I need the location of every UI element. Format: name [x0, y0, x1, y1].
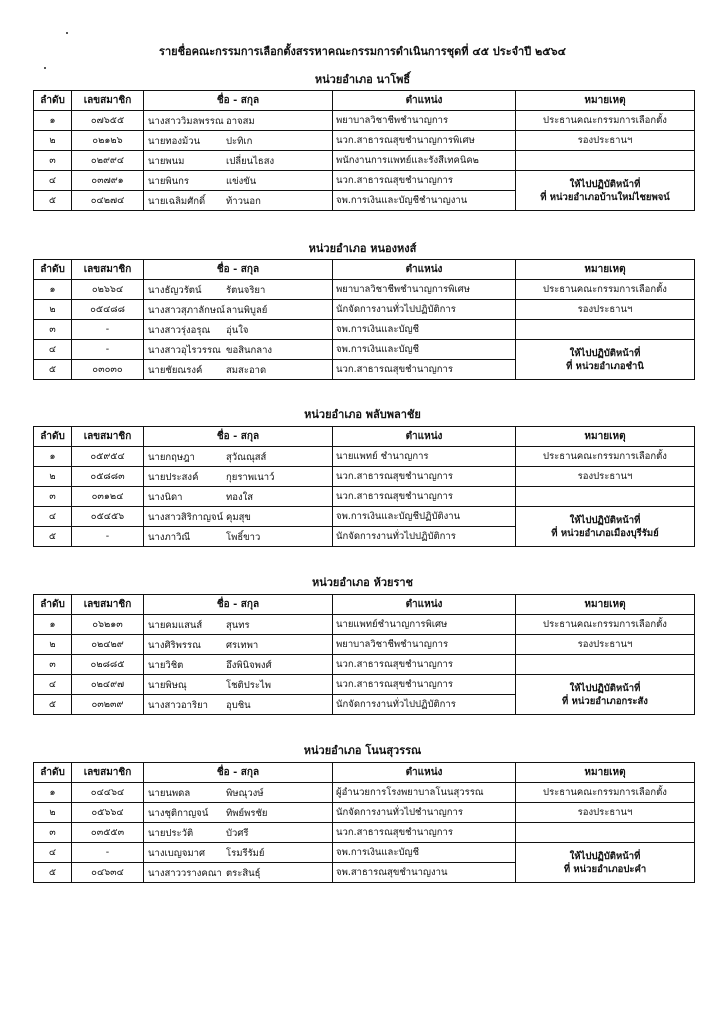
- member-id-cell: ๐๔๒๗๔: [72, 191, 144, 211]
- order-cell: ๕: [34, 360, 72, 380]
- table-row: [34, 803, 695, 823]
- header-name: ชื่อ - สกุล: [144, 91, 333, 111]
- table-row: [34, 675, 695, 695]
- position-cell: นักจัดการงานทั่วไปชำนาญการ: [333, 803, 516, 823]
- name-cell: [144, 111, 333, 131]
- first-name: นางสาวอาริยา: [148, 700, 208, 711]
- header-position: ตำแหน่ง: [333, 91, 516, 111]
- assignment-note: [516, 340, 695, 380]
- first-name: นายเฉลิมศักดิ์: [148, 196, 206, 207]
- table-row: [34, 447, 695, 467]
- first-name: นายพิษณุ: [148, 680, 187, 691]
- note-cell: รองประธานฯ: [516, 635, 695, 655]
- first-name: นางเบญจมาศ: [148, 848, 206, 859]
- position-cell: พนักงานการแพทย์และรังสีเทคนิค๒: [333, 151, 516, 171]
- order-cell: ๑: [34, 447, 72, 467]
- member-id-cell: ๐๔๖๓๔: [72, 863, 144, 883]
- header-name: ชื่อ - สกุล: [144, 763, 333, 783]
- name-cell: [144, 695, 333, 715]
- last-name: สมสะอาด: [226, 365, 267, 376]
- header-note: หมายเหตุ: [516, 763, 695, 783]
- name-cell: [144, 487, 333, 507]
- position-cell: นักจัดการงานทั่วไปปฏิบัติการ: [333, 300, 516, 320]
- table-row: [34, 487, 695, 507]
- last-name: พิษณุวงษ์: [226, 788, 264, 799]
- committee-table: [33, 90, 695, 211]
- name-cell: [144, 300, 333, 320]
- last-name: อาจสม: [226, 116, 255, 127]
- name-cell: [144, 783, 333, 803]
- first-name: นายชัยณรงค์: [148, 365, 203, 376]
- member-id-cell: ๐๕๘๘๓: [72, 467, 144, 487]
- assignment-note-line1: ให้ไปปฏิบัติหน้าที่: [569, 514, 641, 526]
- last-name: สุวัณณุสส์: [226, 452, 267, 463]
- first-name: นางนิดา: [148, 492, 183, 503]
- note-cell: [516, 320, 695, 340]
- position-cell: พยาบาลวิชาชีพชำนาญการ: [333, 111, 516, 131]
- last-name: ปะทิเก: [226, 136, 253, 147]
- member-id-cell: ๐๒๔๙๗: [72, 675, 144, 695]
- assignment-note-line1: ให้ไปปฏิบัติหน้าที่: [569, 850, 641, 862]
- name-cell: [144, 151, 333, 171]
- first-name: นางสาวรุ่งอรุณ: [148, 325, 211, 336]
- assignment-note-line2: ที่ หน่วยอำเภอกระสัง: [562, 695, 648, 707]
- last-name: ตระสินธุ์: [226, 868, 261, 879]
- header-position: ตำแหน่ง: [333, 260, 516, 280]
- table-row: [34, 340, 695, 360]
- last-name: ทิพย์พรชัย: [226, 808, 268, 819]
- unit-title: หน่วยอำเภอ โนนสุวรรณ: [303, 744, 422, 757]
- last-name: โชติประไพ: [226, 680, 271, 691]
- committee-table: [33, 259, 695, 380]
- first-name: นายคมแสนส์: [148, 620, 203, 631]
- member-id-cell: ๐๒๘๘๕: [72, 655, 144, 675]
- position-cell: นวก.สาธารณสุขชำนาญการ: [333, 655, 516, 675]
- header-member-id: เลขสมาชิก: [72, 595, 144, 615]
- position-cell: นวก.สาธารณสุขชำนาญการ: [333, 487, 516, 507]
- table-row: [34, 635, 695, 655]
- position-cell: จพ.การเงินและบัญชีปฏิบัติงาน: [333, 507, 516, 527]
- order-cell: ๒: [34, 131, 72, 151]
- name-cell: [144, 675, 333, 695]
- last-name: ท้าวนอก: [226, 196, 261, 207]
- note-cell: รองประธานฯ: [516, 300, 695, 320]
- member-id-cell: ๐๒๔๒๙: [72, 635, 144, 655]
- name-cell: [144, 320, 333, 340]
- name-cell: [144, 131, 333, 151]
- order-cell: ๑: [34, 111, 72, 131]
- order-cell: ๑: [34, 783, 72, 803]
- member-id-cell: ๐๒๖๖๔: [72, 280, 144, 300]
- name-cell: [144, 360, 333, 380]
- last-name: รัตนจริยา: [226, 285, 266, 296]
- member-id-cell: ๐๒๙๙๔: [72, 151, 144, 171]
- member-id-cell: ๐๕๙๕๔: [72, 447, 144, 467]
- note-cell: [516, 151, 695, 171]
- member-id-cell: ๐๒๑๒๖: [72, 131, 144, 151]
- order-cell: ๓: [34, 655, 72, 675]
- table-header-row: [34, 91, 695, 111]
- position-cell: นายแพทย์ชำนาญการพิเศษ: [333, 615, 516, 635]
- order-cell: ๕: [34, 527, 72, 547]
- first-name: นางสาวสิริกาญจน์: [148, 512, 224, 523]
- member-id-cell: ๐๕๔๘๘: [72, 300, 144, 320]
- unit-title: หน่วยอำเภอ หนองหงส์: [308, 242, 417, 255]
- assignment-note: [516, 843, 695, 883]
- unit-title: หน่วยอำเภอ ห้วยราช: [311, 576, 414, 589]
- position-cell: จพ.การเงินและบัญชี: [333, 843, 516, 863]
- position-cell: จพ.การเงินและบัญชี: [333, 320, 516, 340]
- position-cell: จพ.การเงินและบัญชี: [333, 340, 516, 360]
- position-cell: นวก.สาธารณสุขชำนาญการ: [333, 675, 516, 695]
- name-cell: [144, 615, 333, 635]
- order-cell: ๔: [34, 843, 72, 863]
- table-header-row: [34, 595, 695, 615]
- table-row: [34, 300, 695, 320]
- first-name: นางธัญวรัตน์: [148, 285, 202, 296]
- header-note: หมายเหตุ: [516, 91, 695, 111]
- header-member-id: เลขสมาชิก: [72, 427, 144, 447]
- committee-table: [33, 594, 695, 715]
- unit-title: หน่วยอำเภอ นาโพธิ์: [314, 73, 411, 86]
- table-row: [34, 843, 695, 863]
- table-row: [34, 823, 695, 843]
- last-name: โรมรีรัมย์: [226, 848, 265, 859]
- position-cell: นวก.สาธารณสุขชำนาญการ: [333, 467, 516, 487]
- first-name: นางศิริพรรณ: [148, 640, 201, 651]
- first-name: นางภาวิณี: [148, 532, 191, 543]
- first-name: นายทองม้วน: [148, 136, 201, 147]
- name-cell: [144, 843, 333, 863]
- table-row: [34, 655, 695, 675]
- order-cell: ๒: [34, 635, 72, 655]
- page-title: รายชื่อคณะกรรมการเลือกตั้งสรรหาคณะกรรมการดำเนินการชุดที่ ๔๕ ประจำปี ๒๕๖๔: [159, 45, 566, 58]
- note-cell: ประธานคณะกรรมการเลือกตั้ง: [516, 615, 695, 635]
- name-cell: [144, 467, 333, 487]
- header-name: ชื่อ - สกุล: [144, 595, 333, 615]
- first-name: นางสาวอุไรวรรณ: [148, 345, 221, 356]
- order-cell: ๕: [34, 191, 72, 211]
- header-order: ลำดับ: [34, 763, 72, 783]
- position-cell: นวก.สาธารณสุขชำนาญการ: [333, 360, 516, 380]
- assignment-note-line1: ให้ไปปฏิบัติหน้าที่: [569, 682, 641, 694]
- order-cell: ๔: [34, 675, 72, 695]
- header-note: หมายเหตุ: [516, 595, 695, 615]
- first-name: นางสาววิมลพรรณ: [148, 116, 224, 127]
- member-id-cell: ๐๔๔๖๔: [72, 783, 144, 803]
- order-cell: ๕: [34, 695, 72, 715]
- table-row: [34, 131, 695, 151]
- order-cell: ๒: [34, 467, 72, 487]
- note-cell: [516, 823, 695, 843]
- name-cell: [144, 655, 333, 675]
- last-name: กุยราพเนาว์: [226, 472, 275, 483]
- order-cell: ๔: [34, 171, 72, 191]
- order-cell: ๔: [34, 340, 72, 360]
- table-row: [34, 280, 695, 300]
- member-id-cell: ๐๓๗๙๑: [72, 171, 144, 191]
- name-cell: [144, 280, 333, 300]
- last-name: คุมสุข: [226, 512, 251, 523]
- last-name: อุบชิน: [226, 700, 251, 711]
- committee-table: [33, 426, 695, 547]
- assignment-note: [516, 171, 695, 211]
- table-row: [34, 111, 695, 131]
- header-position: ตำแหน่ง: [333, 595, 516, 615]
- header-order: ลำดับ: [34, 427, 72, 447]
- name-cell: [144, 823, 333, 843]
- header-name: ชื่อ - สกุล: [144, 427, 333, 447]
- member-id-cell: -: [72, 843, 144, 863]
- first-name: นางสาวสุภาลักษณ์: [148, 305, 225, 316]
- last-name: อึงพินิจพงศ์: [226, 660, 272, 671]
- unit-title: หน่วยอำเภอ พลับพลาชัย: [304, 408, 421, 421]
- note-cell: รองประธานฯ: [516, 467, 695, 487]
- name-cell: [144, 507, 333, 527]
- assignment-note-line2: ที่ หน่วยอำเภอเมืองบุรีรัมย์: [551, 527, 659, 539]
- header-member-id: เลขสมาชิก: [72, 763, 144, 783]
- position-cell: พยาบาลวิชาชีพชำนาญการพิเศษ: [333, 280, 516, 300]
- first-name: นางชุติกาญจน์: [148, 808, 209, 819]
- last-name: ลานพิบูลย์: [226, 305, 268, 316]
- assignment-note: [516, 507, 695, 547]
- scan-speck: [66, 32, 68, 34]
- header-name: ชื่อ - สกุล: [144, 260, 333, 280]
- assignment-note-line2: ที่ หน่วยอำเภอบ้านใหม่ไชยพจน์: [540, 191, 670, 203]
- note-cell: รองประธานฯ: [516, 803, 695, 823]
- member-id-cell: ๐๓๕๕๓: [72, 823, 144, 843]
- header-order: ลำดับ: [34, 595, 72, 615]
- member-id-cell: ๐๗๖๕๕: [72, 111, 144, 131]
- name-cell: [144, 447, 333, 467]
- position-cell: นักจัดการงานทั่วไปปฏิบัติการ: [333, 695, 516, 715]
- note-cell: ประธานคณะกรรมการเลือกตั้ง: [516, 783, 695, 803]
- name-cell: [144, 863, 333, 883]
- first-name: นายพินกร: [148, 176, 190, 187]
- table-row: [34, 151, 695, 171]
- first-name: นายประสงค์: [148, 472, 199, 483]
- table-row: [34, 615, 695, 635]
- note-cell: ประธานคณะกรรมการเลือกตั้ง: [516, 447, 695, 467]
- member-id-cell: -: [72, 320, 144, 340]
- header-member-id: เลขสมาชิก: [72, 91, 144, 111]
- member-id-cell: ๐๓๐๓๐: [72, 360, 144, 380]
- table-row: [34, 783, 695, 803]
- header-order: ลำดับ: [34, 91, 72, 111]
- order-cell: ๓: [34, 320, 72, 340]
- name-cell: [144, 191, 333, 211]
- member-id-cell: ๐๖๒๑๓: [72, 615, 144, 635]
- note-cell: ประธานคณะกรรมการเลือกตั้ง: [516, 280, 695, 300]
- order-cell: ๒: [34, 300, 72, 320]
- assignment-note: [516, 675, 695, 715]
- table-header-row: [34, 260, 695, 280]
- first-name: นายวิชิต: [148, 660, 184, 671]
- position-cell: ผู้อำนวยการโรงพยาบาลโนนสุวรรณ: [333, 783, 516, 803]
- member-id-cell: ๐๓๑๒๔: [72, 487, 144, 507]
- header-order: ลำดับ: [34, 260, 72, 280]
- table-row: [34, 171, 695, 191]
- table-row: [34, 467, 695, 487]
- order-cell: ๔: [34, 507, 72, 527]
- order-cell: ๑: [34, 280, 72, 300]
- name-cell: [144, 171, 333, 191]
- table-header-row: [34, 427, 695, 447]
- position-cell: นวก.สาธารณสุขชำนาญการพิเศษ: [333, 131, 516, 151]
- name-cell: [144, 803, 333, 823]
- order-cell: ๑: [34, 615, 72, 635]
- position-cell: นวก.สาธารณสุขชำนาญการ: [333, 171, 516, 191]
- last-name: สุนทร: [226, 620, 250, 631]
- last-name: อุ่นใจ: [226, 325, 249, 336]
- last-name: ขอสินกลาง: [226, 345, 273, 356]
- header-position: ตำแหน่ง: [333, 763, 516, 783]
- member-id-cell: ๐๓๒๓๙: [72, 695, 144, 715]
- scan-speck: [44, 67, 46, 69]
- order-cell: ๓: [34, 151, 72, 171]
- order-cell: ๕: [34, 863, 72, 883]
- last-name: แข่งขัน: [226, 176, 257, 187]
- table-row: [34, 507, 695, 527]
- position-cell: พยาบาลวิชาชีพชำนาญการ: [333, 635, 516, 655]
- note-cell: [516, 487, 695, 507]
- member-id-cell: ๐๕๔๕๖: [72, 507, 144, 527]
- position-cell: นวก.สาธารณสุขชำนาญการ: [333, 823, 516, 843]
- note-cell: [516, 655, 695, 675]
- table-row: [34, 320, 695, 340]
- assignment-note-line1: ให้ไปปฏิบัติหน้าที่: [569, 347, 641, 359]
- position-cell: นักจัดการงานทั่วไปปฏิบัติการ: [333, 527, 516, 547]
- last-name: บัวศรี: [226, 828, 249, 839]
- note-cell: รองประธานฯ: [516, 131, 695, 151]
- order-cell: ๓: [34, 823, 72, 843]
- position-cell: จพ.การเงินและบัญชีชำนาญงาน: [333, 191, 516, 211]
- assignment-note-line2: ที่ หน่วยอำเภอชำนิ: [566, 360, 644, 372]
- note-cell: ประธานคณะกรรมการเลือกตั้ง: [516, 111, 695, 131]
- assignment-note-line2: ที่ หน่วยอำเภอปะคำ: [563, 863, 647, 875]
- first-name: นายนพดล: [148, 788, 191, 799]
- position-cell: จพ.สาธารณสุขชำนาญงาน: [333, 863, 516, 883]
- member-id-cell: ๐๕๖๖๔: [72, 803, 144, 823]
- last-name: ศรเทพา: [226, 640, 259, 651]
- committee-table: [33, 762, 695, 883]
- last-name: โพธิ์ขาว: [226, 532, 261, 543]
- header-note: หมายเหตุ: [516, 260, 695, 280]
- name-cell: [144, 340, 333, 360]
- name-cell: [144, 635, 333, 655]
- position-cell: นายแพทย์ ชำนาญการ: [333, 447, 516, 467]
- table-header-row: [34, 763, 695, 783]
- member-id-cell: -: [72, 527, 144, 547]
- last-name: เปลี่ยนไธสง: [226, 156, 275, 167]
- first-name: นายกฤษฎา: [148, 452, 195, 463]
- header-note: หมายเหตุ: [516, 427, 695, 447]
- first-name: นายประวัติ: [148, 828, 194, 839]
- first-name: นายพนม: [148, 156, 185, 167]
- last-name: ทองใส: [226, 492, 254, 503]
- assignment-note-line1: ให้ไปปฏิบัติหน้าที่: [569, 178, 641, 190]
- order-cell: ๒: [34, 803, 72, 823]
- name-cell: [144, 527, 333, 547]
- first-name: นางสาววรางคณา: [148, 868, 222, 879]
- member-id-cell: -: [72, 340, 144, 360]
- order-cell: ๓: [34, 487, 72, 507]
- header-member-id: เลขสมาชิก: [72, 260, 144, 280]
- header-position: ตำแหน่ง: [333, 427, 516, 447]
